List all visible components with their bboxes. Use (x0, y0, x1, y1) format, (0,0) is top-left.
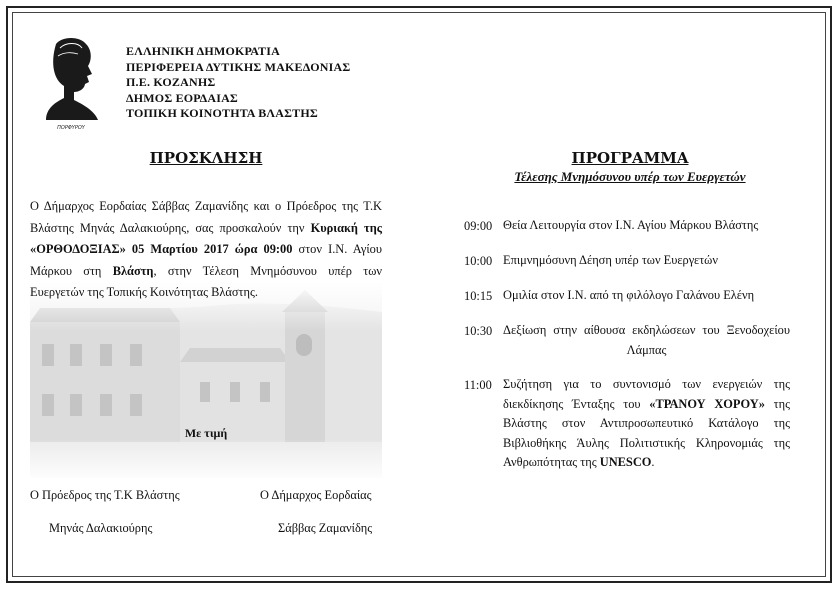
regards-text: Με τιμή (184, 426, 228, 440)
program-unesco-bold: UNESCO (599, 455, 652, 469)
program-item-time: 10:15 (464, 289, 493, 303)
invitation-title: ΠΡΟΣΚΛΗΣΗ (149, 149, 263, 167)
faded-church-photo (30, 282, 382, 478)
program-item-text (503, 375, 790, 473)
program-item-time: 11:00 (464, 378, 492, 392)
authority-header (126, 44, 350, 122)
program-item-time: 09:00 (464, 219, 493, 233)
program-item-text: Επιμνημόσυνη Δέηση υπέρ των Ευεργετών (503, 253, 718, 267)
header-line: Π.Ε. ΚΟΖΑΝΗΣ (126, 75, 216, 89)
invitation-village-bold: Βλάστη (112, 263, 154, 278)
program-item-text: Δεξίωση στην αίθουσα εκδηλώσεων του Ξενοδοχείου Λάμπας (503, 323, 790, 357)
signature-left-name: Μηνάς Δαλακιούρης (49, 521, 153, 535)
invitation-date-bold: Κυριακή της «ΟΡΘΟΔΟΞΙΑΣ» 05 Μαρτίου 2017 ώρα 09:00 (30, 220, 382, 256)
signature-right-title: Ο Δήμαρχος Εορδαίας (260, 488, 372, 502)
invitation-text-part: στον Ι.Ν. Αγίου Μάρκου στη (30, 242, 382, 278)
program-item-text: Θεία Λειτουργία στον Ι.Ν. Αγίου Μάρκου Βλάστης (503, 218, 759, 232)
header-line: ΤΟΠΙΚΗ ΚΟΙΝΟΤΗΤΑ ΒΛΑΣΤΗΣ (126, 106, 318, 120)
program-title: ΠΡΟΓΡΑΜΜΑ (571, 149, 689, 167)
program-item-text: Ομιλία στον Ι.Ν. από τη φιλόλογο Γαλάνου Ελένη (503, 288, 755, 302)
signature-left-title: Ο Πρόεδρος της Τ.Κ Βλάστης (30, 488, 180, 502)
program-text-part: . (651, 455, 655, 469)
program-text-part: της Βλάστης στον Αντιπροσωπευτικό Κατάλογο της Βιβλιοθήκης Άυλης Πολιτιστικής Κληρονομιάς της Ανθρωπότητας της (503, 396, 790, 469)
header-line: ΕΛΛΗΝΙΚΗ ΔΗΜΟΚΡΑΤΙΑ (126, 44, 280, 58)
header-line: ΔΗΜΟΣ ΕΟΡΔΑΙΑΣ (126, 90, 238, 105)
program-text-part: Συζήτηση για το συντονισμό των ενεργειών της διεκδίκησης Ένταξης του (503, 377, 790, 411)
header-line: ΠΕΡΙΦΕΡΕΙΑ ΔΥΤΙΚΗΣ ΜΑΚΕΔΟΝΙΑΣ (126, 59, 351, 74)
logo-caption: ΠΟΡΦΥΡΟΥ (57, 125, 85, 131)
program-item-time: 10:00 (464, 254, 493, 268)
signature-right-name: Σάββας Ζαμανίδης (278, 521, 373, 535)
bust-logo-image (38, 34, 104, 134)
invitation-text-part: Ο Δήμαρχος Εορδαίας Σάββας Ζαμανίδης και ο Πρόεδρος της Τ.Κ Βλάστης Μηνάς Δαλακιούρης, σας προσκαλούν την (30, 199, 382, 235)
program-item-time: 10:30 (464, 324, 493, 338)
program-subtitle: Τέλεσης Μνημόσυνου υπέρ των Ευεργετών (514, 169, 746, 184)
program-dance-bold: «ΤΡΑΝΟΥ ΧΟΡΟΥ» (649, 396, 765, 411)
invitation-text-part: , στην Τέλεση Μνημόσυνου υπέρ των Ευεργετών της Τοπικής Κοινότητας Βλάστης. (30, 263, 382, 299)
invitation-text (30, 196, 382, 304)
